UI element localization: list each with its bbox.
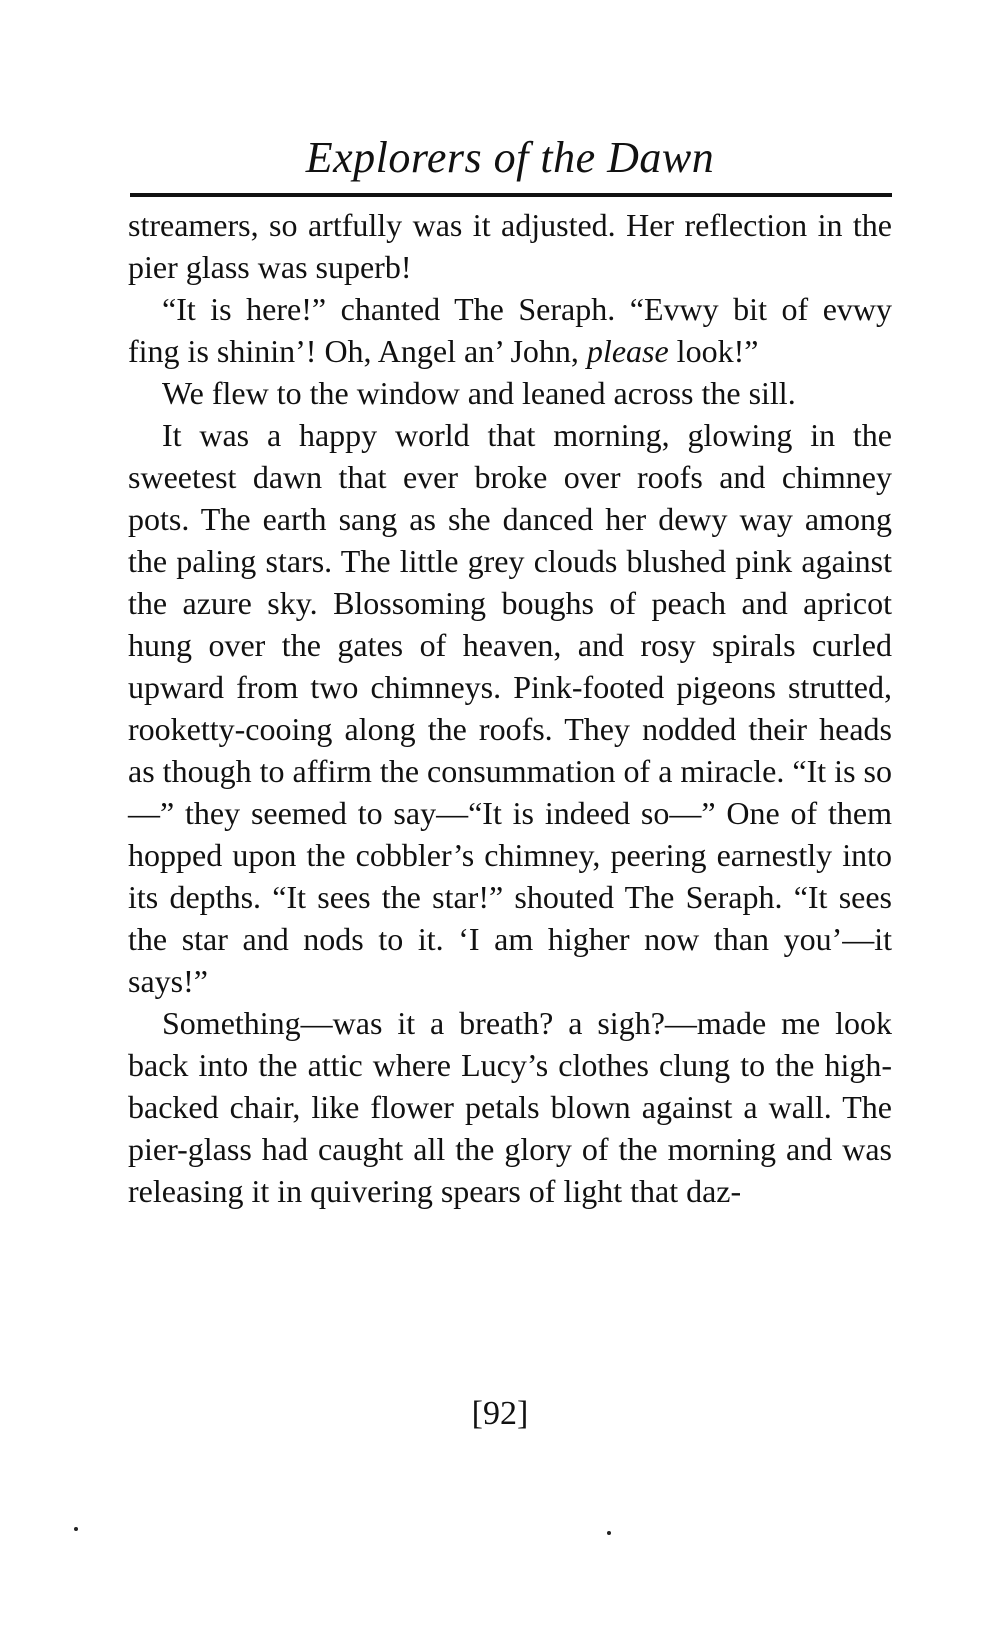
page-number: [92]	[471, 1395, 529, 1432]
paragraph-5: Something—was it a breath? a sigh?—made me look back into the attic where Lucy’s clothes clung to the high-backed chair, like flower petals blown against a wall. The pier-glass had caught all the glory of the morning and was releasing it in quivering spears of light that daz-	[128, 1005, 892, 1209]
paragraph-4: It was a happy world that morning, glowing in the sweetest dawn that ever broke over roofs and chimney pots. The earth sang as she danced her dewy way among the paling stars. The little grey clouds blushed pink against the azure sky. Blossoming boughs of peach and apricot hung over the gates of heaven, and rosy spirals curled upward from two chimneys. Pink-footed pigeons strutted, rooketty-cooing along the roofs. They nodded their heads as though to affirm the consummation of a miracle. “It is so—” they seemed to say—“It is indeed so—” One of them hopped upon the cobbler’s chimney, peering earnestly into its depths. “It sees the star!” shouted The Seraph. “It sees the star and nods to it. ‘I am higher now than you’—it says!”	[128, 417, 892, 999]
scan-speck-left	[74, 1527, 78, 1531]
paragraph-1: streamers, so artfully was it adjusted. Her reflection in the pier glass was superb!	[128, 207, 892, 285]
paragraph-2-text: “It is here!” chanted The Seraph. “Evwy bit of evwy fing is shinin’! Oh, Angel an’ John,	[128, 291, 892, 369]
paragraph-3: We flew to the window and leaned across the sill.	[162, 375, 796, 411]
header-rule	[130, 193, 892, 197]
emphasis-please: please	[586, 333, 669, 369]
paragraph-2-end: look!”	[668, 333, 759, 369]
body-text	[128, 204, 892, 1212]
scan-speck-right	[607, 1531, 611, 1535]
paragraph-2	[128, 288, 892, 372]
running-head: Explorers of the Dawn	[305, 133, 715, 182]
